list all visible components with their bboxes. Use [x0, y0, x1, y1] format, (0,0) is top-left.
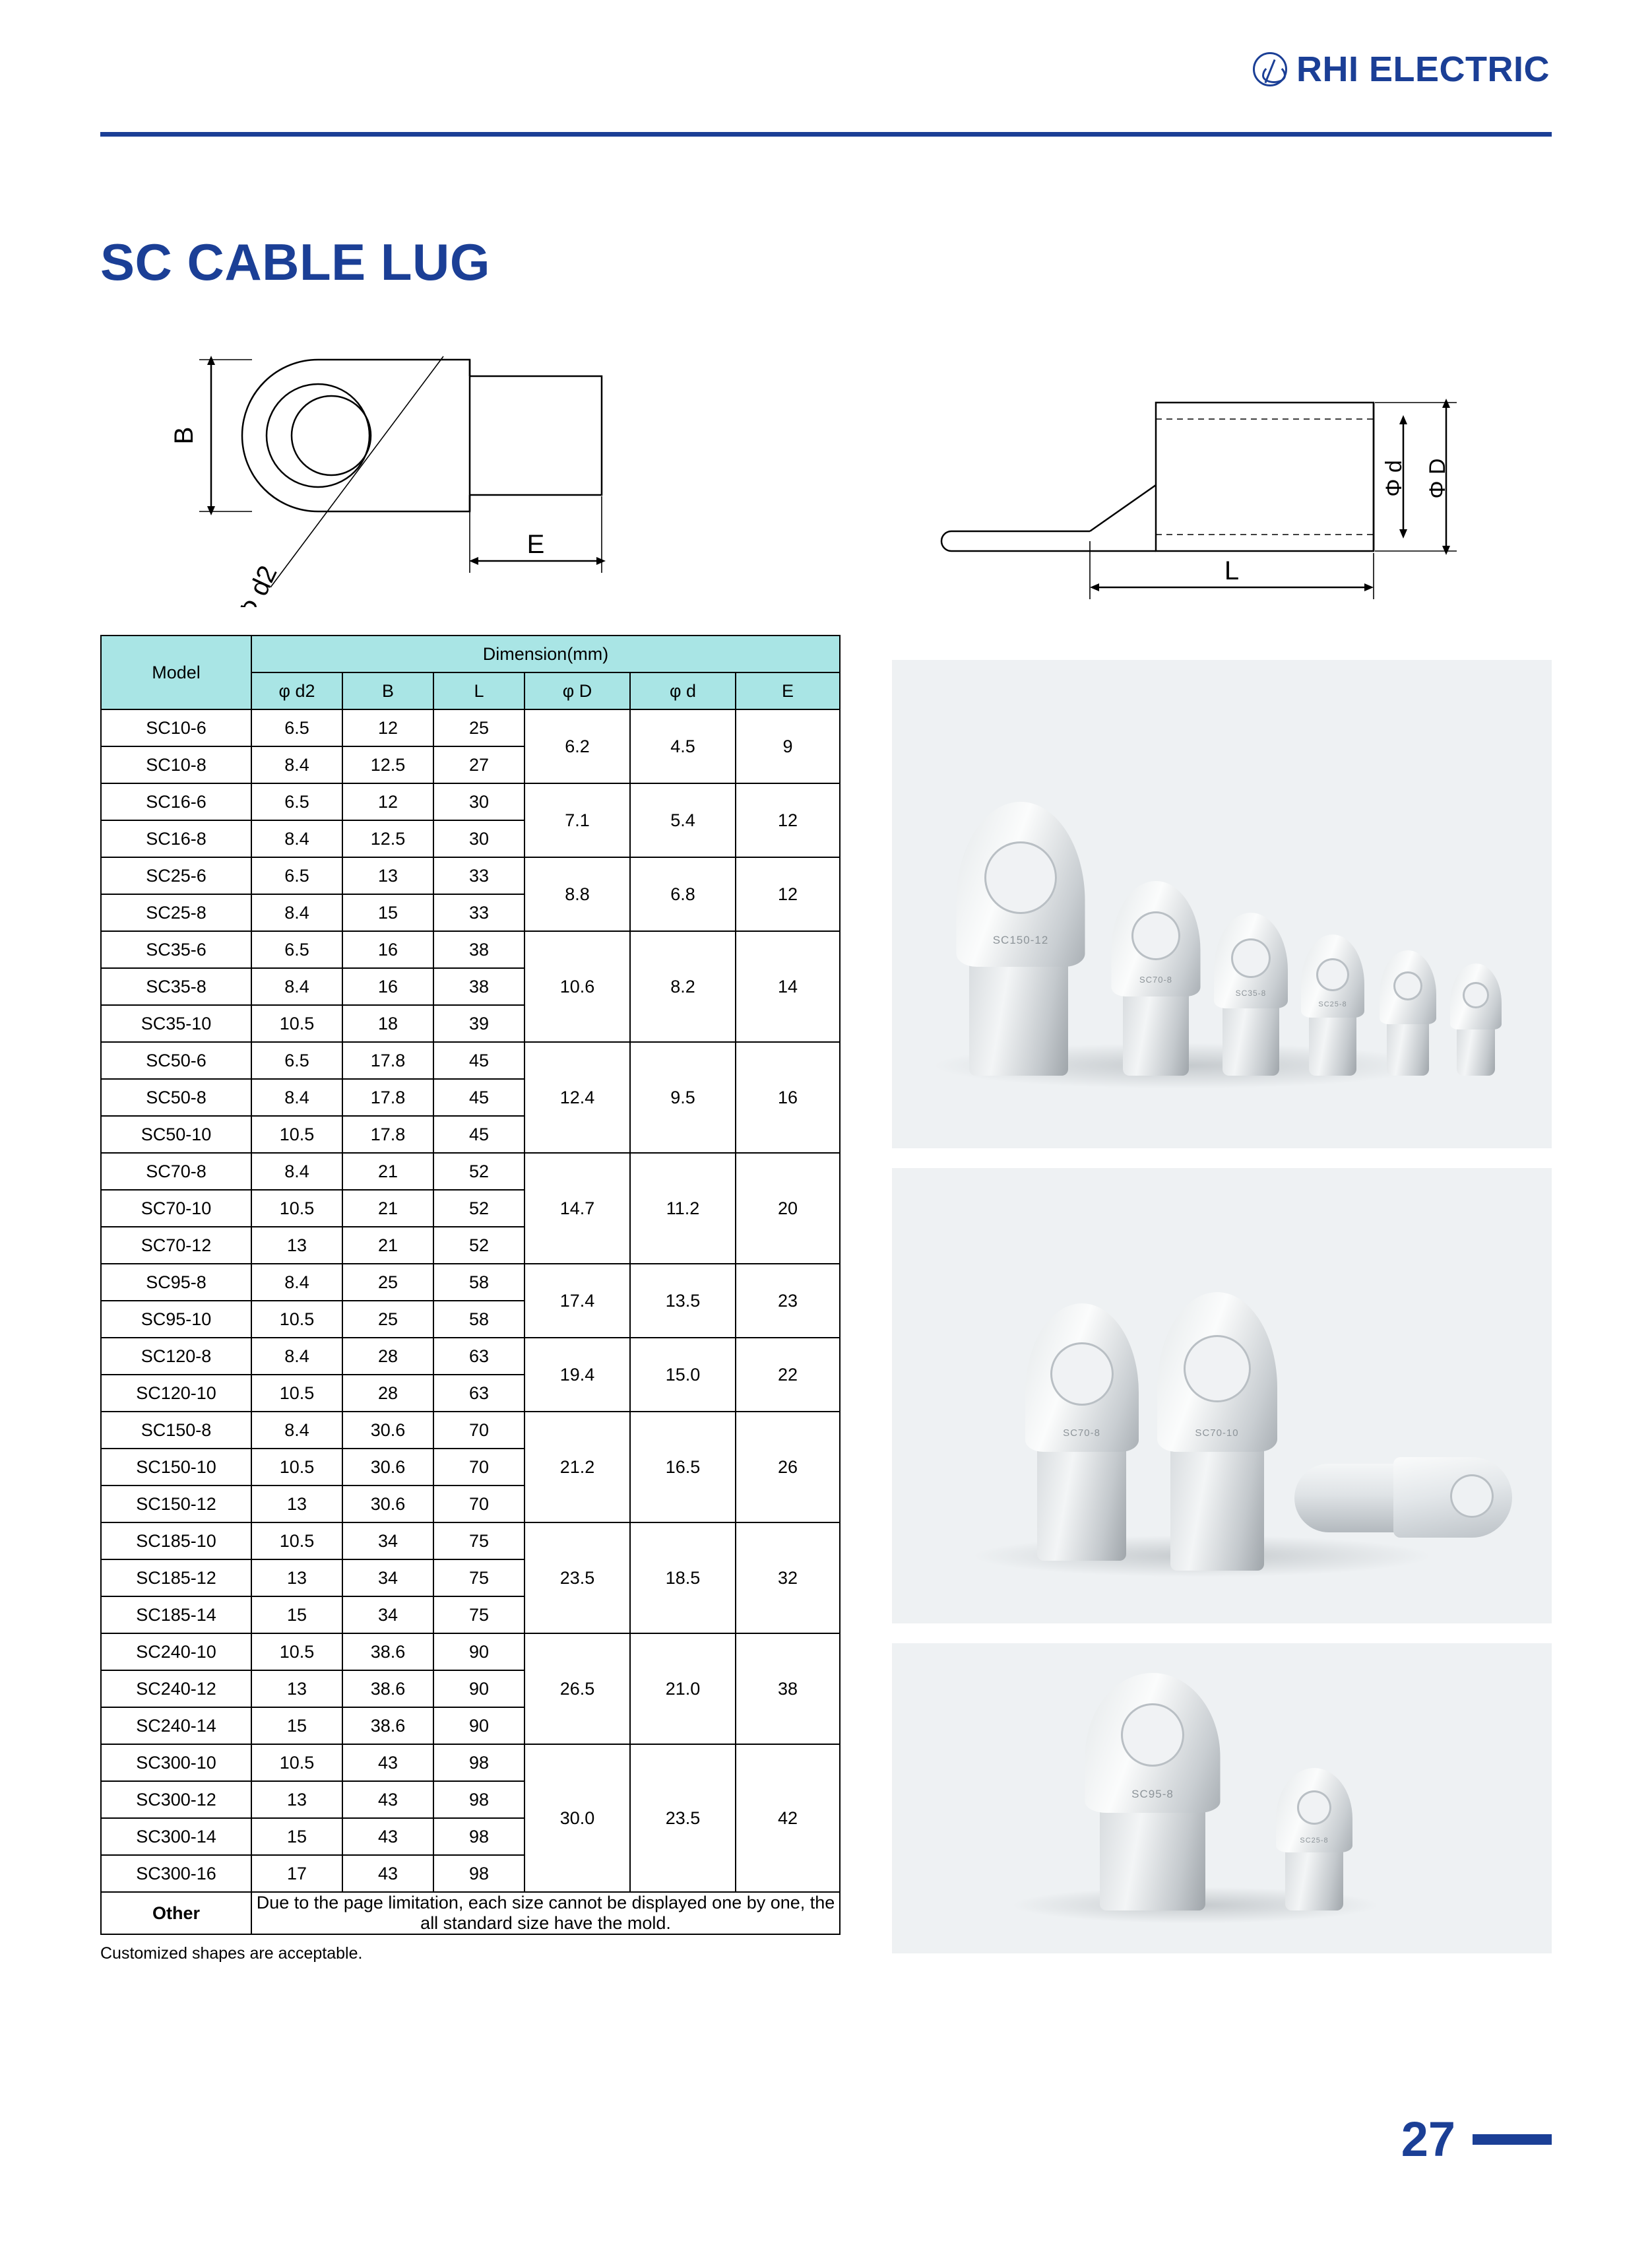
- cell-l: 45: [433, 1079, 524, 1116]
- cell-l: 52: [433, 1153, 524, 1190]
- cell-b: 12.5: [342, 746, 433, 783]
- cell-model: SC185-10: [101, 1522, 251, 1559]
- table-row: [101, 709, 840, 746]
- cell-b: 16: [342, 931, 433, 968]
- table-head: [101, 636, 840, 709]
- cell-l: 75: [433, 1559, 524, 1596]
- header-divider: [100, 132, 1552, 137]
- dim-label-E: E: [526, 530, 545, 559]
- cell-d2: 8.4: [251, 746, 342, 783]
- cell-d2: 8.4: [251, 1338, 342, 1375]
- cell-smalld: 18.5: [630, 1522, 736, 1633]
- cell-d2: 8.4: [251, 1412, 342, 1449]
- header-col-d2: φ d2: [251, 672, 342, 709]
- table-row: [101, 1744, 840, 1781]
- cell-smalld: 16.5: [630, 1412, 736, 1522]
- cell-d2: 10.5: [251, 1375, 342, 1412]
- cell-model: SC120-10: [101, 1375, 251, 1412]
- cell-model: SC95-8: [101, 1264, 251, 1301]
- cell-l: 58: [433, 1264, 524, 1301]
- cell-model: SC95-10: [101, 1301, 251, 1338]
- cell-d2: 10.5: [251, 1301, 342, 1338]
- cell-b: 15: [342, 894, 433, 931]
- cell-l: 38: [433, 931, 524, 968]
- cell-b: 28: [342, 1375, 433, 1412]
- cell-d2: 10.5: [251, 1633, 342, 1670]
- table-row: [101, 1264, 840, 1301]
- cell-d2: 6.5: [251, 931, 342, 968]
- cell-e: 14: [736, 931, 840, 1042]
- cell-l: 38: [433, 968, 524, 1005]
- table-row: [101, 1042, 840, 1079]
- cell-model: SC35-10: [101, 1005, 251, 1042]
- cell-e: 12: [736, 783, 840, 857]
- cell-b: 28: [342, 1338, 433, 1375]
- dimension-table: [100, 635, 841, 1935]
- header-col-l: L: [433, 672, 524, 709]
- cell-model: SC25-8: [101, 894, 251, 931]
- spec-table-container: [100, 635, 839, 1963]
- cell-b: 18: [342, 1005, 433, 1042]
- cell-e: 12: [736, 857, 840, 931]
- table-row: [101, 783, 840, 820]
- cell-b: 21: [342, 1153, 433, 1190]
- cell-b: 21: [342, 1190, 433, 1227]
- cell-e: 42: [736, 1744, 840, 1892]
- brand-name: RHI ELECTRIC: [1296, 49, 1550, 89]
- cell-d2: 15: [251, 1707, 342, 1744]
- photo-lug-pair: SC95-8 SC25-8: [892, 1643, 1552, 1953]
- cell-model: SC150-12: [101, 1486, 251, 1522]
- cell-l: 98: [433, 1781, 524, 1818]
- cell-d2: 13: [251, 1486, 342, 1522]
- technical-drawings: [100, 343, 1552, 607]
- cell-b: 34: [342, 1559, 433, 1596]
- cell-d2: 10.5: [251, 1190, 342, 1227]
- photo-lug-row: SC150-12 SC70-8 SC35-8 SC25-8: [892, 660, 1552, 1148]
- table-row: [101, 1522, 840, 1559]
- cell-b: 12: [342, 709, 433, 746]
- cell-smalld: 13.5: [630, 1264, 736, 1338]
- header-col-bigD: φ D: [524, 672, 630, 709]
- cell-model: SC25-6: [101, 857, 251, 894]
- cell-model: SC70-12: [101, 1227, 251, 1264]
- cell-smalld: 5.4: [630, 783, 736, 857]
- cell-bigD: 30.0: [524, 1744, 630, 1892]
- cell-l: 33: [433, 894, 524, 931]
- cell-b: 25: [342, 1264, 433, 1301]
- cell-l: 63: [433, 1375, 524, 1412]
- dim-label-L: L: [1224, 556, 1240, 585]
- cell-bigD: 21.2: [524, 1412, 630, 1522]
- cell-d2: 13: [251, 1781, 342, 1818]
- cell-l: 63: [433, 1338, 524, 1375]
- cell-e: 23: [736, 1264, 840, 1338]
- cell-d2: 8.4: [251, 1079, 342, 1116]
- cell-b: 21: [342, 1227, 433, 1264]
- cell-e: 20: [736, 1153, 840, 1264]
- cell-bigD: 10.6: [524, 931, 630, 1042]
- cell-d2: 8.4: [251, 1264, 342, 1301]
- cell-bigD: 19.4: [524, 1338, 630, 1412]
- cell-b: 13: [342, 857, 433, 894]
- cell-l: 70: [433, 1449, 524, 1486]
- cell-b: 34: [342, 1596, 433, 1633]
- cell-l: 98: [433, 1818, 524, 1855]
- cell-l: 30: [433, 820, 524, 857]
- cell-l: 25: [433, 709, 524, 746]
- cell-d2: 13: [251, 1670, 342, 1707]
- cell-d2: 13: [251, 1559, 342, 1596]
- cell-l: 90: [433, 1707, 524, 1744]
- cell-b: 38.6: [342, 1670, 433, 1707]
- cell-d2: 15: [251, 1596, 342, 1633]
- cell-b: 38.6: [342, 1707, 433, 1744]
- cell-model: SC50-6: [101, 1042, 251, 1079]
- cell-d2: 17: [251, 1855, 342, 1892]
- cell-model: SC150-10: [101, 1449, 251, 1486]
- cell-d2: 10.5: [251, 1449, 342, 1486]
- cell-other-label: Other: [101, 1892, 251, 1934]
- cell-d2: 15: [251, 1818, 342, 1855]
- cell-d2: 6.5: [251, 1042, 342, 1079]
- customization-note: Customized shapes are acceptable.: [100, 1944, 363, 1963]
- cell-model: SC300-12: [101, 1781, 251, 1818]
- cell-b: 17.8: [342, 1042, 433, 1079]
- cell-d2: 10.5: [251, 1744, 342, 1781]
- cell-bigD: 14.7: [524, 1153, 630, 1264]
- cell-b: 38.6: [342, 1633, 433, 1670]
- cell-model: SC150-8: [101, 1412, 251, 1449]
- page-title: SC CABLE LUG: [100, 233, 490, 291]
- cell-bigD: 6.2: [524, 709, 630, 783]
- cell-bigD: 8.8: [524, 857, 630, 931]
- cell-l: 98: [433, 1744, 524, 1781]
- header-col-e: E: [736, 672, 840, 709]
- table-row: [101, 857, 840, 894]
- cell-model: SC70-10: [101, 1190, 251, 1227]
- cell-smalld: 21.0: [630, 1633, 736, 1744]
- table-row: [101, 1633, 840, 1670]
- cell-b: 43: [342, 1855, 433, 1892]
- cell-l: 45: [433, 1042, 524, 1079]
- table-row: [101, 1338, 840, 1375]
- cell-b: 34: [342, 1522, 433, 1559]
- cell-model: SC300-10: [101, 1744, 251, 1781]
- cell-d2: 8.4: [251, 1153, 342, 1190]
- cell-d2: 8.4: [251, 894, 342, 931]
- cell-l: 70: [433, 1486, 524, 1522]
- page-number: 27: [1401, 2112, 1455, 2167]
- cell-d2: 6.5: [251, 857, 342, 894]
- cell-bigD: 26.5: [524, 1633, 630, 1744]
- header-dimension-group: Dimension(mm): [251, 636, 840, 672]
- cell-l: 75: [433, 1522, 524, 1559]
- cell-d2: 8.4: [251, 820, 342, 857]
- cell-b: 12: [342, 783, 433, 820]
- cell-e: 32: [736, 1522, 840, 1633]
- cell-b: 25: [342, 1301, 433, 1338]
- cell-e: 38: [736, 1633, 840, 1744]
- cell-l: 52: [433, 1227, 524, 1264]
- table-header-row-group: [101, 636, 840, 672]
- cell-l: 45: [433, 1116, 524, 1153]
- cell-model: SC300-16: [101, 1855, 251, 1892]
- dim-label-D: Φ D: [1425, 458, 1450, 499]
- header-col-b: B: [342, 672, 433, 709]
- drawing-svg: [100, 343, 1552, 607]
- table-row: [101, 1153, 840, 1190]
- cell-l: 98: [433, 1855, 524, 1892]
- cell-b: 43: [342, 1744, 433, 1781]
- table-body: [101, 709, 840, 1934]
- dim-label-d2: Φ d2: [232, 561, 283, 607]
- cell-d2: 8.4: [251, 968, 342, 1005]
- cell-bigD: 17.4: [524, 1264, 630, 1338]
- dim-label-B: B: [170, 426, 199, 445]
- cell-l: 90: [433, 1633, 524, 1670]
- table-row: [101, 931, 840, 968]
- cell-l: 75: [433, 1596, 524, 1633]
- cell-model: SC300-14: [101, 1818, 251, 1855]
- cell-model: SC70-8: [101, 1153, 251, 1190]
- cell-b: 12.5: [342, 820, 433, 857]
- cell-model: SC50-10: [101, 1116, 251, 1153]
- table-row-other: [101, 1892, 840, 1934]
- cell-b: 43: [342, 1781, 433, 1818]
- cell-b: 30.6: [342, 1449, 433, 1486]
- cell-b: 30.6: [342, 1486, 433, 1522]
- circle-r-logo-icon: [1253, 52, 1287, 86]
- page-header: [0, 0, 1652, 152]
- cell-l: 33: [433, 857, 524, 894]
- cell-e: 26: [736, 1412, 840, 1522]
- cell-d2: 6.5: [251, 709, 342, 746]
- cell-d2: 13: [251, 1227, 342, 1264]
- cell-bigD: 12.4: [524, 1042, 630, 1153]
- cell-l: 52: [433, 1190, 524, 1227]
- cell-l: 30: [433, 783, 524, 820]
- table-row: [101, 1412, 840, 1449]
- cell-model: SC120-8: [101, 1338, 251, 1375]
- cell-smalld: 6.8: [630, 857, 736, 931]
- brand-logo: [1253, 49, 1550, 90]
- cell-model: SC16-6: [101, 783, 251, 820]
- cell-model: SC10-6: [101, 709, 251, 746]
- cell-e: 22: [736, 1338, 840, 1412]
- cell-model: SC35-8: [101, 968, 251, 1005]
- cell-other-note: Due to the page limitation, each size cannot be displayed one by one, the all standard size have the mold.: [251, 1892, 840, 1934]
- cell-smalld: 4.5: [630, 709, 736, 783]
- cell-smalld: 15.0: [630, 1338, 736, 1412]
- cell-d2: 10.5: [251, 1005, 342, 1042]
- cell-b: 17.8: [342, 1079, 433, 1116]
- cell-e: 9: [736, 709, 840, 783]
- cell-bigD: 23.5: [524, 1522, 630, 1633]
- cell-l: 90: [433, 1670, 524, 1707]
- page-footer: [1401, 2111, 1552, 2167]
- cell-d2: 10.5: [251, 1522, 342, 1559]
- cell-l: 27: [433, 746, 524, 783]
- cell-model: SC240-14: [101, 1707, 251, 1744]
- cell-e: 16: [736, 1042, 840, 1153]
- cell-model: SC16-8: [101, 820, 251, 857]
- cell-smalld: 23.5: [630, 1744, 736, 1892]
- cell-b: 16: [342, 968, 433, 1005]
- footer-accent-bar: [1473, 2134, 1552, 2145]
- header-col-smalld: φ d: [630, 672, 736, 709]
- cell-b: 30.6: [342, 1412, 433, 1449]
- cell-smalld: 11.2: [630, 1153, 736, 1264]
- cell-model: SC185-14: [101, 1596, 251, 1633]
- cell-b: 43: [342, 1818, 433, 1855]
- cell-model: SC240-12: [101, 1670, 251, 1707]
- cell-l: 39: [433, 1005, 524, 1042]
- cell-b: 17.8: [342, 1116, 433, 1153]
- cell-l: 58: [433, 1301, 524, 1338]
- cell-model: SC35-6: [101, 931, 251, 968]
- cell-smalld: 8.2: [630, 931, 736, 1042]
- cell-l: 70: [433, 1412, 524, 1449]
- photo-lug-trio: SC70-8 SC70-10: [892, 1168, 1552, 1623]
- cell-d2: 6.5: [251, 783, 342, 820]
- cell-d2: 10.5: [251, 1116, 342, 1153]
- cell-model: SC10-8: [101, 746, 251, 783]
- cell-smalld: 9.5: [630, 1042, 736, 1153]
- header-model: Model: [101, 636, 251, 709]
- cell-bigD: 7.1: [524, 783, 630, 857]
- cell-model: SC50-8: [101, 1079, 251, 1116]
- cell-model: SC185-12: [101, 1559, 251, 1596]
- cell-model: SC240-10: [101, 1633, 251, 1670]
- dim-label-d: Φ d: [1382, 460, 1407, 497]
